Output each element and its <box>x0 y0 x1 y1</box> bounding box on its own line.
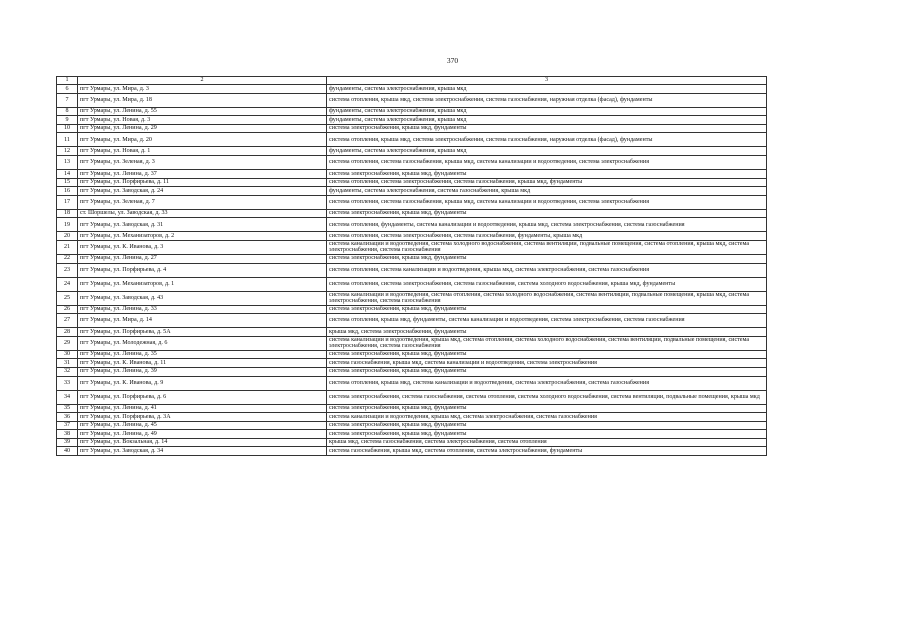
address-cell: ст. Шоршелы, ул. Заводская, д. 33 <box>78 209 327 218</box>
address-cell: пгт Урмары, ул. Ленина, д. 55 <box>78 107 327 116</box>
address-cell: пгт Урмары, ул. Ленина, д. 45 <box>78 421 327 430</box>
table-row <box>57 390 767 404</box>
address-cell: пгт Урмары, ул. К. Иванова, д. 11 <box>78 359 327 368</box>
table-row <box>57 350 767 359</box>
header-cell: 2 <box>78 77 327 85</box>
row-number: 15 <box>57 178 78 187</box>
works-cell: система отопления, система газоснабжения, крыша мкд, система канализации и водоотведения, система электроснабжения <box>327 195 767 209</box>
works-cell: система электроснабжения, крыша мкд, фундаменты <box>327 367 767 376</box>
table-row <box>57 93 767 107</box>
works-cell: система канализации и водоотведения, крыша мкд, система электроснабжения, система газоснабжения <box>327 413 767 422</box>
address-cell: пгт Урмары, ул. Новая, д. 3 <box>78 116 327 125</box>
row-number: 9 <box>57 116 78 125</box>
address-cell: пгт Урмары, ул. Новая, д. 1 <box>78 147 327 156</box>
row-number: 7 <box>57 93 78 107</box>
table-row <box>57 116 767 125</box>
works-cell: фундаменты, система электроснабжения, крыша мкд <box>327 116 767 125</box>
table-row <box>57 178 767 187</box>
address-cell: пгт Урмары, ул. Порфирьева, д. 3А <box>78 413 327 422</box>
table-row <box>57 328 767 337</box>
table-row <box>57 404 767 413</box>
table-row <box>57 85 767 94</box>
table-row <box>57 430 767 439</box>
row-number: 10 <box>57 124 78 133</box>
address-cell: пгт Урмары, ул. Порфирьева, д. 5А <box>78 328 327 337</box>
works-cell: система канализации и водоотведения, система холодного водоснабжения, система вентиляции, подвальные помещения, система отопления, крыша мкд, система электроснабжения, система газоснабжения <box>327 240 767 254</box>
row-number: 16 <box>57 187 78 196</box>
works-cell: система отопления, крыша мкд, система электроснабжения, система газоснабжения, наружная отделка (фасад), фундаменты <box>327 133 767 147</box>
row-number: 21 <box>57 240 78 254</box>
works-table <box>56 76 767 456</box>
works-cell: фундаменты, система электроснабжения, система газоснабжения, крыша мкд <box>327 187 767 196</box>
address-cell: пгт Урмары, ул. Заводская, д. 34 <box>78 447 327 456</box>
row-number: 36 <box>57 413 78 422</box>
works-cell: система электроснабжения, крыша мкд, фундаменты <box>327 421 767 430</box>
address-cell: пгт Урмары, ул. Порфирьева, д. 4 <box>78 263 327 277</box>
works-cell: система отопления, крыша мкд, система электроснабжения, система газоснабжения, наружная отделка (фасад), фундаменты <box>327 93 767 107</box>
works-cell: система отопления, система канализации и водоотведения, крыша мкд, система электроснабжения, система газоснабжения <box>327 263 767 277</box>
address-cell: пгт Урмары, ул. Ленина, д. 41 <box>78 404 327 413</box>
works-cell: система электроснабжения, крыша мкд, фундаменты <box>327 350 767 359</box>
works-cell: система отопления, крыша мкд, система канализации и водоотведения, система электроснабжения, система газоснабжения <box>327 376 767 390</box>
table-row <box>57 421 767 430</box>
table-row <box>57 155 767 169</box>
works-cell: система электроснабжения, крыша мкд, фундаменты <box>327 209 767 218</box>
table-row <box>57 438 767 447</box>
address-cell: пгт Урмары, ул. Ленина, д. 27 <box>78 254 327 263</box>
table-row <box>57 413 767 422</box>
table-row <box>57 147 767 156</box>
address-cell: пгт Урмары, ул. Мира, д. 18 <box>78 93 327 107</box>
works-cell: система электроснабжения, крыша мкд, фундаменты <box>327 169 767 178</box>
row-number: 38 <box>57 430 78 439</box>
row-number: 31 <box>57 359 78 368</box>
address-cell: пгт Урмары, ул. К. Иванова, д. 9 <box>78 376 327 390</box>
row-number: 13 <box>57 155 78 169</box>
row-number: 8 <box>57 107 78 116</box>
works-cell: система газоснабжения, крыша мкд, система отопления, система электроснабжения, фундаменты <box>327 447 767 456</box>
address-cell: пгт Урмары, ул. Ленина, д. 29 <box>78 124 327 133</box>
address-cell: пгт Урмары, ул. Мира, д. 3 <box>78 85 327 94</box>
table-row <box>57 367 767 376</box>
table-row <box>57 336 767 350</box>
row-number: 17 <box>57 195 78 209</box>
row-number: 35 <box>57 404 78 413</box>
address-cell: пгт Урмары, ул. Ленина, д. 33 <box>78 305 327 314</box>
row-number: 40 <box>57 447 78 456</box>
header-cell: 1 <box>57 77 78 85</box>
address-cell: пгт Урмары, ул. Ленина, д. 49 <box>78 430 327 439</box>
row-number: 19 <box>57 218 78 232</box>
row-number: 34 <box>57 390 78 404</box>
works-cell: система электроснабжения, крыша мкд, фундаменты <box>327 254 767 263</box>
works-cell: система электроснабжения, крыша мкд, фундаменты <box>327 124 767 133</box>
address-cell: пгт Урмары, ул. Зеленая, д. 3 <box>78 155 327 169</box>
row-number: 25 <box>57 291 78 305</box>
table-row <box>57 291 767 305</box>
works-cell: система отопления, система электроснабжения, система газоснабжения, крыша мкд, фундаменты <box>327 178 767 187</box>
row-number: 22 <box>57 254 78 263</box>
works-cell: система электроснабжения, крыша мкд, фундаменты <box>327 404 767 413</box>
row-number: 18 <box>57 209 78 218</box>
works-cell: система электроснабжения, крыша мкд, фундаменты <box>327 430 767 439</box>
address-cell: пгт Урмары, ул. Ленина, д. 37 <box>78 169 327 178</box>
row-number: 23 <box>57 263 78 277</box>
table-row <box>57 314 767 328</box>
address-cell: пгт Урмары, ул. Ленина, д. 39 <box>78 367 327 376</box>
address-cell: пгт Урмары, ул. Заводская, д. 43 <box>78 291 327 305</box>
table-row <box>57 187 767 196</box>
page-number: 370 <box>446 56 459 65</box>
row-number: 12 <box>57 147 78 156</box>
row-number: 26 <box>57 305 78 314</box>
header-cell: 3 <box>327 77 767 85</box>
row-number: 24 <box>57 277 78 291</box>
table-row <box>57 195 767 209</box>
works-cell: крыша мкд, система электроснабжения, фундаменты <box>327 328 767 337</box>
row-number: 27 <box>57 314 78 328</box>
address-cell: пгт Урмары, ул. Зеленая, д. 7 <box>78 195 327 209</box>
address-cell: пгт Урмары, ул. Вокзальная, д. 14 <box>78 438 327 447</box>
table-row <box>57 376 767 390</box>
address-cell: пгт Урмары, ул. Порфирьева, д. 11 <box>78 178 327 187</box>
address-cell: пгт Урмары, ул. Механизаторов, д. 1 <box>78 277 327 291</box>
table-row <box>57 447 767 456</box>
table-row <box>57 263 767 277</box>
table-row <box>57 254 767 263</box>
address-cell: пгт Урмары, ул. Заводская, д. 24 <box>78 187 327 196</box>
address-cell: пгт Урмары, ул. Ленина, д. 35 <box>78 350 327 359</box>
table-row <box>57 124 767 133</box>
address-cell: пгт Урмары, ул. Молодежная, д. 6 <box>78 336 327 350</box>
table-row <box>57 133 767 147</box>
works-cell: система электроснабжения, система газоснабжения, система отопления, система холодного водоснабжения, система вентиляции, подвальные помещения, крыша мкд <box>327 390 767 404</box>
row-number: 14 <box>57 169 78 178</box>
row-number: 11 <box>57 133 78 147</box>
works-cell: система газоснабжения, крыша мкд, система канализации и водоотведения, система электроснабжения <box>327 359 767 368</box>
table-row <box>57 359 767 368</box>
address-cell: пгт Урмары, ул. К. Иванова, д. 3 <box>78 240 327 254</box>
works-cell: фундаменты, система электроснабжения, крыша мкд <box>327 147 767 156</box>
works-cell: система электроснабжения, крыша мкд, фундаменты <box>327 305 767 314</box>
row-number: 28 <box>57 328 78 337</box>
works-cell: система отопления, фундаменты, система канализации и водоотведения, крыша мкд, система электроснабжения, система газоснабжения <box>327 218 767 232</box>
works-cell: фундаменты, система электроснабжения, крыша мкд <box>327 85 767 94</box>
table-row <box>57 232 767 241</box>
address-cell: пгт Урмары, ул. Заводская, д. 31 <box>78 218 327 232</box>
works-cell: система канализации и водоотведения, система отопления, система холодного водоснабжения, система вентиляции, подвальные помещения, крыша мкд, система электроснабжения, система газоснабжения <box>327 291 767 305</box>
address-cell: пгт Урмары, ул. Порфирьева, д. 6 <box>78 390 327 404</box>
table-row <box>57 305 767 314</box>
address-cell: пгт Урмары, ул. Мира, д. 20 <box>78 133 327 147</box>
table-row <box>57 277 767 291</box>
works-cell: система отопления, крыша мкд, фундаменты, система канализации и водоотведения, система электроснабжения, система газоснабжения <box>327 314 767 328</box>
table-row <box>57 209 767 218</box>
address-cell: пгт Урмары, ул. Мира, д. 14 <box>78 314 327 328</box>
table-row <box>57 169 767 178</box>
works-cell: система отопления, система газоснабжения, крыша мкд, система канализации и водоотведения, система электроснабжения <box>327 155 767 169</box>
table-row <box>57 107 767 116</box>
works-cell: фундаменты, система электроснабжения, крыша мкд <box>327 107 767 116</box>
row-number: 20 <box>57 232 78 241</box>
row-number: 39 <box>57 438 78 447</box>
works-cell: система канализации и водоотведения, крыша мкд, система отопления, система холодного водоснабжения, система вентиляции, подвальные помещения, система электроснабжения, система газоснабжения <box>327 336 767 350</box>
row-number: 37 <box>57 421 78 430</box>
table-row <box>57 218 767 232</box>
works-cell: крыша мкд, система газоснабжения, система электроснабжения, система отопления <box>327 438 767 447</box>
works-cell: система отопления, система электроснабжения, система газоснабжения, фундаменты, крыша мкд <box>327 232 767 241</box>
row-number: 33 <box>57 376 78 390</box>
table-row <box>57 240 767 254</box>
works-cell: система отопления, система электроснабжения, система газоснабжения, система холодного водоснабжения, крыша мкд, фундаменты <box>327 277 767 291</box>
row-number: 29 <box>57 336 78 350</box>
header-row <box>57 77 767 85</box>
row-number: 6 <box>57 85 78 94</box>
row-number: 30 <box>57 350 78 359</box>
address-cell: пгт Урмары, ул. Механизаторов, д. 2 <box>78 232 327 241</box>
row-number: 32 <box>57 367 78 376</box>
